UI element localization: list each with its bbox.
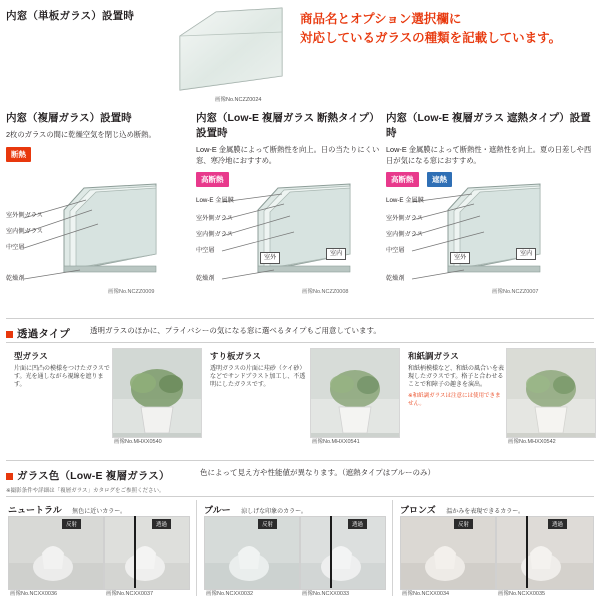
- column3-side-label-1: 室内: [516, 248, 536, 260]
- transparency-item-1-photo: [310, 348, 400, 438]
- transparency-item-2-name: 和紙調ガラス: [408, 351, 459, 361]
- column2-diagram: [196, 180, 386, 300]
- glass-color-item-1-name: ブルー: [204, 505, 231, 515]
- glass-color-item-1-right-tag: 透過: [348, 519, 367, 529]
- glass-color-divider-1: [196, 500, 197, 596]
- column1-label-1: 室内側ガラス: [6, 228, 43, 235]
- headline-line1: 商品名とオプション選択欄に: [300, 12, 462, 26]
- column-double-glass: [6, 110, 196, 162]
- section-divider-1: [6, 318, 594, 319]
- glass-color-item-2-left-photo: [400, 516, 496, 590]
- bullet-square-icon: [6, 331, 13, 338]
- column3-label-1: 室外側ガラス: [386, 215, 423, 222]
- glass-color-heading: ガラス色（Low-E 複層ガラス）: [17, 470, 170, 482]
- glass-color-item-0-name: ニュートラル: [8, 505, 62, 515]
- single-glass-title: 内窓（単板ガラス）設置時: [6, 10, 135, 22]
- glass-color-item-1-right-image-no: 画像No.NCXX0033: [302, 591, 350, 597]
- column-lowe-insulation: [196, 110, 386, 187]
- glass-color-item-2-name: ブロンズ: [400, 505, 436, 515]
- transparency-item-0-photo: [112, 348, 202, 438]
- glass-color-item-1-frame-line: [330, 516, 332, 588]
- section-divider-3: [6, 460, 594, 461]
- column2-desc: Low-E 金属膜によって断熱性を向上。日の当たりにくい窓、寒冷地におすすめ。: [196, 145, 380, 165]
- column-lowe-shading: [386, 110, 594, 187]
- glass-color-item-0-right-tag: 透過: [152, 519, 171, 529]
- transparency-lead: 透明ガラスのほかに、プライバシーの気になる窓に選べるタイプもご用意しています。: [90, 326, 381, 335]
- section-divider-4: [6, 496, 594, 497]
- glass-color-item-2-left-image-no: 画像No.NCXX0034: [402, 591, 450, 597]
- glass-color-item-0-right-image-no: 画像No.NCXX0037: [106, 591, 154, 597]
- column3-title: 内窓（Low-E 複層ガラス 遮熱タイプ）設置時: [386, 112, 591, 139]
- glass-color-item-1-right-photo: [300, 516, 386, 590]
- glass-color-item-0-right-photo: [104, 516, 190, 590]
- transparency-item-1-desc: 透明ガラスの片面に珪砂（ケイ砂）などでサンドブラスト加工し、不透明にしたガラスです。: [210, 366, 306, 388]
- column2-label-0: Low-E 金属膜: [196, 197, 234, 204]
- glass-color-item-2-frame-line: [526, 516, 528, 588]
- transparency-item-0-image-no: 画像No.MHXX0540: [114, 439, 162, 445]
- glass-color-item-0-left-image-no: 画像No.NCXX0036: [10, 591, 58, 597]
- column1-tag-0: 断熱: [6, 147, 31, 162]
- column3-diagram: [386, 180, 594, 300]
- glass-color-heading-row: [6, 466, 170, 484]
- glass-color-lead: 色によって見え方や性能値が異なります。（遮熱タイプはブルーのみ）: [200, 468, 435, 477]
- transparency-item-2-desc: 和紙柄模様など、和紙の風合いを表現したガラスです。格子と合わせることで和障子の趣きを演出。: [408, 366, 505, 388]
- column3-desc: Low-E 金属膜によって断熱性・遮熱性を向上。夏の日差しや西日が気になる窓におすすめ。: [386, 145, 592, 165]
- column3-label-0: Low-E 金属膜: [386, 197, 424, 204]
- glass-color-item-2-right-image-no: 画像No.NCXX0035: [498, 591, 546, 597]
- column3-tag-1: 遮熱: [427, 172, 452, 187]
- glass-color-footnote: ※撮影条件や詳細は「複層ガラス」カタログをご参照ください。: [6, 488, 165, 494]
- glass-color-item-2-right-photo: [496, 516, 594, 590]
- single-glass-image-no: 画像No.NCZZ0024: [215, 97, 262, 103]
- column2-tag-0: 高断熱: [196, 172, 229, 187]
- column1-title: 内窓（複層ガラス）設置時: [6, 112, 132, 124]
- glass-color-item-0-frame-line: [134, 516, 136, 588]
- headline: [300, 10, 592, 48]
- column3-label-3: 中空層: [386, 247, 405, 254]
- glass-color-item-1-left-image-no: 画像No.NCXX0032: [206, 591, 254, 597]
- glass-color-item-2-desc: 温かみを表現できるカラー。: [446, 509, 524, 515]
- section-divider-2: [6, 342, 594, 343]
- glass-color-divider-2: [392, 500, 393, 596]
- column1-label-0: 室外側ガラス: [6, 212, 43, 219]
- column2-title: 内窓（Low-E 複層ガラス 断熱タイプ）設置時: [196, 112, 380, 139]
- column1-label-3: 乾燥剤: [6, 275, 25, 282]
- column1-diagram: [6, 180, 196, 300]
- column3-label-4: 乾燥剤: [386, 275, 405, 282]
- column2-label-2: 室内側ガラス: [196, 231, 233, 238]
- bullet-square-icon-2: [6, 473, 13, 480]
- glass-color-item-0-left-tag: 反射: [62, 519, 81, 529]
- column2-side-label-0: 室外: [260, 252, 280, 264]
- column3-side-label-0: 室外: [450, 252, 470, 264]
- column2-side-label-1: 室内: [326, 248, 346, 260]
- glass-color-item-0-desc: 無色に近いカラー。: [72, 509, 126, 515]
- column1-desc: 2枚のガラスの間に乾燥空気を閉じ込め断熱。: [6, 130, 156, 139]
- headline-line2: 対応しているガラスの種類を記載しています。: [300, 30, 562, 45]
- transparency-item-0-name: 型ガラス: [14, 351, 48, 361]
- transparency-heading: 透過タイプ: [17, 328, 70, 340]
- transparency-item-2-image-no: 画像No.MHXX0542: [508, 439, 556, 445]
- glass-color-item-1-left-photo: [204, 516, 300, 590]
- transparency-item-1-name: すり板ガラス: [210, 351, 261, 361]
- column2-label-4: 乾燥剤: [196, 275, 215, 282]
- single-glass-figure: [170, 6, 288, 94]
- transparency-item-0-desc: 片面に凹凸の模様をつけたガラスです。光を通しながら視線を遮ります。: [14, 366, 110, 388]
- column2-label-1: 室外側ガラス: [196, 215, 233, 222]
- column1-label-2: 中空層: [6, 244, 25, 251]
- glass-color-item-2-left-tag: 反射: [454, 519, 473, 529]
- column3-label-2: 室内側ガラス: [386, 231, 423, 238]
- transparency-item-1-image-no: 画像No.MHXX0541: [312, 439, 360, 445]
- transparency-item-2-note: ※和紙調ガラスは注意には使用できません。: [408, 393, 501, 407]
- column2-label-3: 中空層: [196, 247, 215, 254]
- glass-color-item-0-left-photo: [8, 516, 104, 590]
- glass-color-item-2-right-tag: 透過: [548, 519, 567, 529]
- glass-color-item-1-desc: 涼しげな印象のカラー。: [241, 509, 307, 515]
- column3-tag-0: 高断熱: [386, 172, 419, 187]
- column2-image-no: 画像No.NCZZ0008: [302, 289, 349, 295]
- column3-image-no: 画像No.NCZZ0007: [492, 289, 539, 295]
- transparency-item-2-photo: [506, 348, 596, 438]
- transparency-heading-row: [6, 324, 70, 342]
- glass-color-item-1-left-tag: 反射: [258, 519, 277, 529]
- column1-image-no: 画像No.NCZZ0009: [108, 289, 155, 295]
